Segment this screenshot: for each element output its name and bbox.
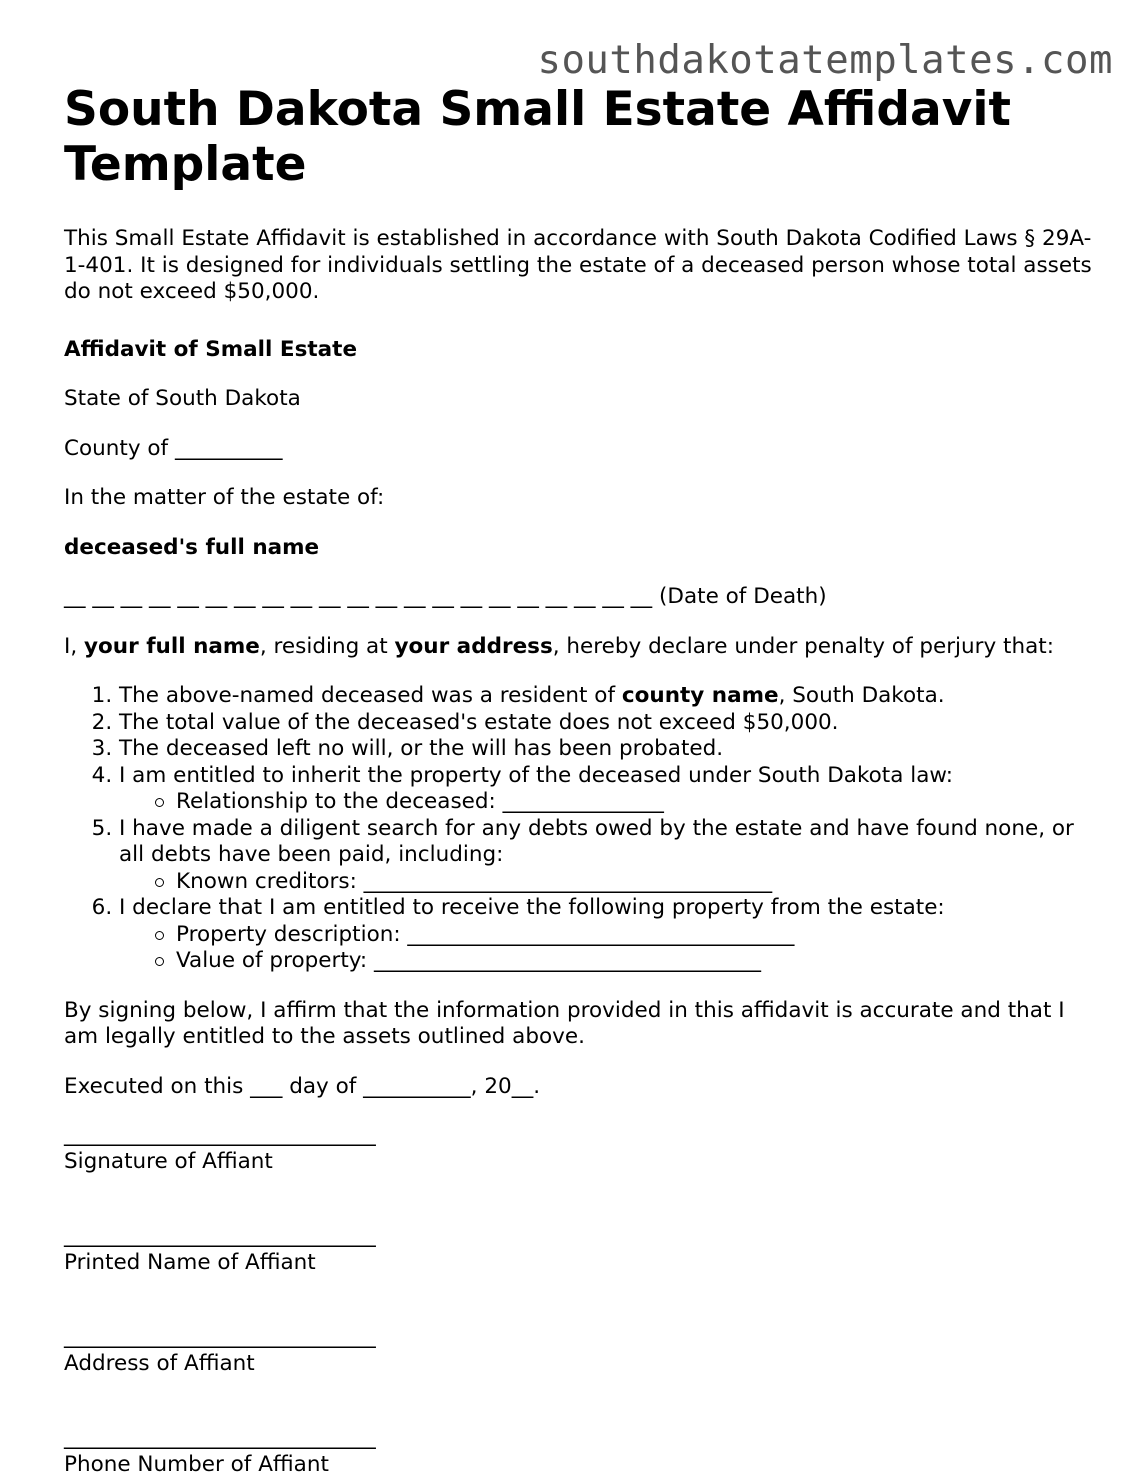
- item-text: , South Dakota.: [778, 683, 945, 708]
- list-item: [119, 736, 1094, 763]
- item-text: The total value of the deceased's estate does not exceed $50,000.: [119, 709, 839, 735]
- item-text: I have made a diligent search for any debts owed by the estate and have found none, or all debts have been paid, including:: [119, 815, 1074, 867]
- item-text: I declare that I am entitled to receive the following property from the estate:: [119, 895, 945, 920]
- sub-list-item: Relationship to the deceased: _______________: [176, 789, 1094, 816]
- page-title: South Dakota Small Estate Affidavit Template: [64, 82, 1011, 192]
- date-of-death-blank: __ __ __ __ __ __ __ __ __ __ __ __ __ __ __ __ __ __ __ __ __: [64, 584, 653, 609]
- sub-list: [119, 869, 1094, 896]
- printed-name-blank: _____________________________: [64, 1223, 376, 1248]
- date-of-death-label: (Date of Death): [659, 584, 827, 609]
- declaration-paragraph: [64, 634, 1094, 661]
- sub-list-item: Known creditors: ______________________________________: [176, 869, 1094, 896]
- document-page: [64, 82, 1094, 1478]
- phone-label: Phone Number of Affiant: [64, 1451, 329, 1477]
- printed-name-label: Printed Name of Affiant: [64, 1249, 316, 1275]
- phone-blank: _____________________________: [64, 1425, 376, 1450]
- list-item: [119, 895, 1094, 975]
- signature-section: [64, 1122, 1094, 1478]
- affirmation-paragraph: By signing below, I affirm that the information provided in this affidavit is accurate and that I am legally entitled to the assets outlined above.: [64, 997, 1065, 1049]
- sub-list: [119, 922, 1094, 975]
- sub-list-item: Property description: ____________________________________: [176, 922, 1094, 949]
- declaration-list: [64, 683, 1094, 975]
- list-item: [119, 710, 1094, 737]
- intro-paragraph: This Small Estate Affidavit is established in accordance with South Dakota Codified Laws § 29A-1-401. It is designed for individuals settling the estate of a deceased person whose total assets do not exceed $50,000.: [64, 226, 1092, 304]
- declaration-middle: , residing at: [259, 633, 395, 659]
- sub-list: [119, 789, 1094, 816]
- section-heading: Affidavit of Small Estate: [64, 336, 358, 362]
- list-item: [119, 763, 1094, 816]
- list-item: [119, 683, 1094, 710]
- signature-blank: _____________________________: [64, 1122, 376, 1147]
- item-text: The deceased left no will, or the will has been probated.: [119, 736, 724, 761]
- county-line: County of __________: [64, 435, 283, 461]
- signature-label: Signature of Affiant: [64, 1148, 273, 1174]
- deceased-name-label: deceased's full name: [64, 534, 320, 560]
- list-item: [119, 816, 1094, 896]
- date-of-death-line: [64, 584, 1094, 611]
- declaration-prefix: I,: [64, 633, 85, 659]
- address-label: Address of Affiant: [64, 1350, 255, 1376]
- address-blank: _____________________________: [64, 1324, 376, 1349]
- watermark: southdakotatemplates.com: [537, 38, 1113, 83]
- item-text: The above-named deceased was a resident of: [119, 683, 622, 708]
- affiant-name-field: your full name: [84, 633, 260, 659]
- affiant-address-field: your address: [394, 633, 553, 659]
- item-text: I am entitled to inherit the property of the deceased under South Dakota law:: [119, 762, 954, 788]
- declaration-suffix: , hereby declare under penalty of perjury that:: [552, 633, 1054, 659]
- executed-line: Executed on this ___ day of __________, 20__.: [64, 1073, 541, 1099]
- state-line: State of South Dakota: [64, 386, 301, 411]
- county-name-field: county name: [621, 683, 779, 708]
- matter-line: In the matter of the estate of:: [64, 485, 385, 510]
- sub-list-item: Value of property: ____________________________________: [176, 948, 1094, 975]
